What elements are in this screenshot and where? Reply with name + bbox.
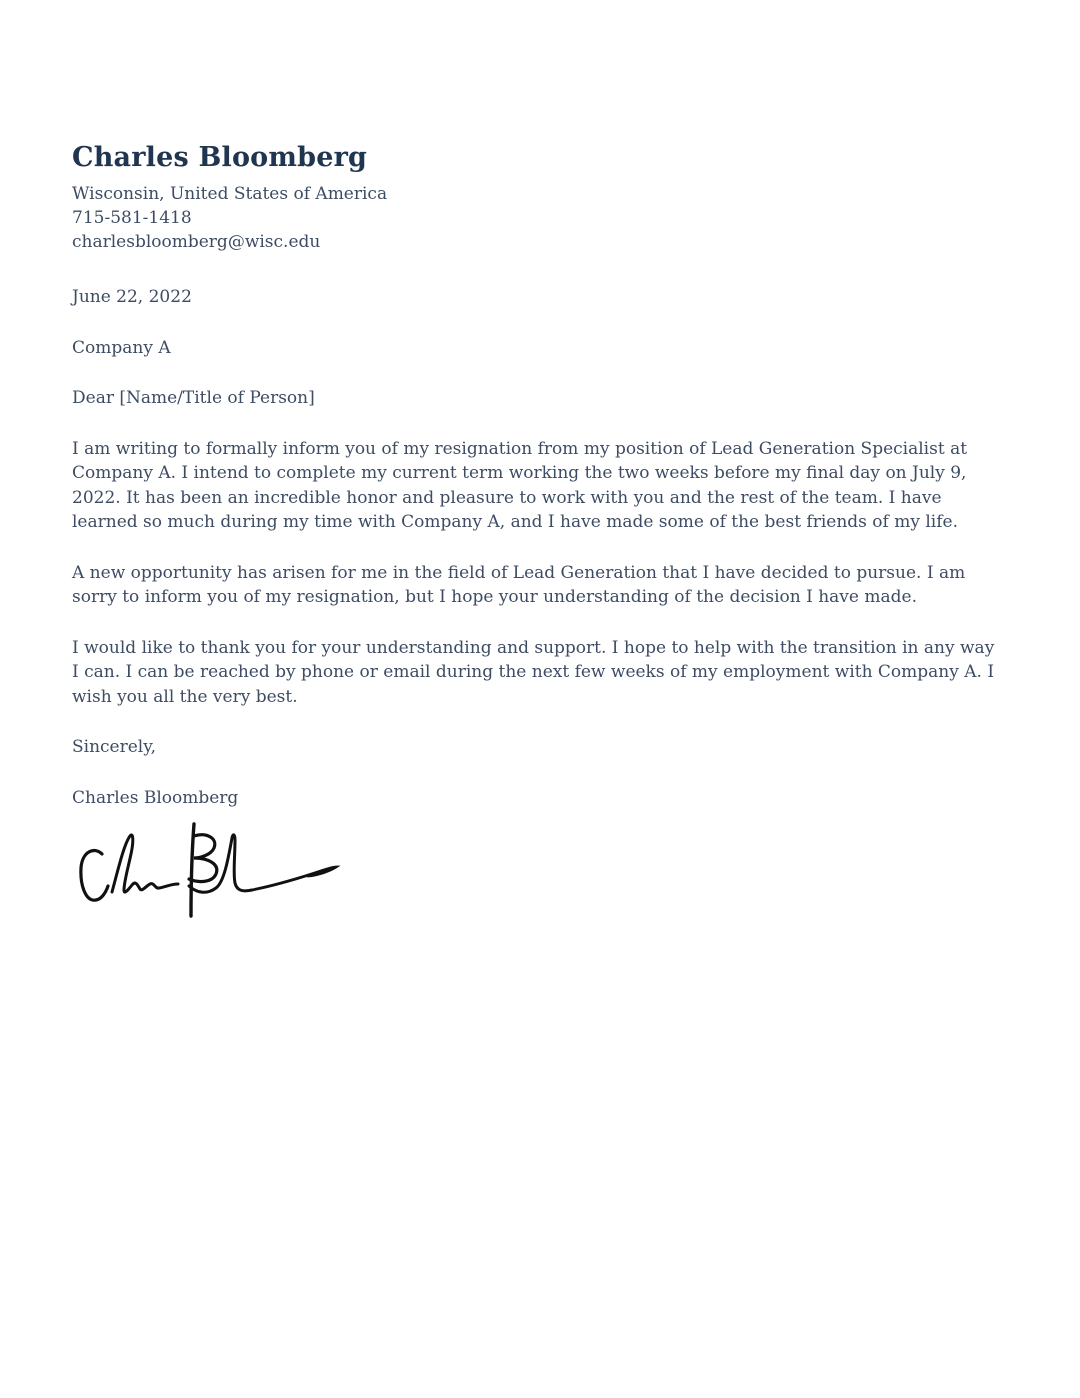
recipient: Company A (72, 337, 171, 358)
body-paragraph-1: I am writing to formally inform you of my resignation from my position of Lead Generation Specialist at Company A. I intend to complete my current term working the two weeks before my final day on July 9, 2022. It has been an incredible honor and pleasure to work with you and the rest of the team. I have learned so much during my time with Company A, and I have made some of the best friends of my life. (72, 438, 968, 533)
sender-phone: 715-581-1418 (72, 208, 192, 229)
body-paragraph-3: I would like to thank you for your understanding and support. I hope to help with the transition in any way I can. I can be reached by phone or email during the next few weeks of my employment with Company A. I wish you all the very best. (72, 637, 995, 707)
closing: Sincerely, (72, 737, 156, 758)
signature-image (72, 820, 1006, 920)
signature-svg (72, 820, 342, 920)
sender-header (72, 140, 1006, 254)
sender-name: Charles Bloomberg (72, 142, 368, 173)
signer-name: Charles Bloomberg (72, 787, 239, 808)
body-paragraph-2: A new opportunity has arisen for me in the field of Lead Generation that I have decided to pursue. I am sorry to inform you of my resignation, but I hope your understanding of the decision I have made. (72, 562, 966, 608)
sender-email: charlesbloomberg@wisc.edu (72, 232, 321, 253)
sender-location: Wisconsin, United States of America (72, 184, 388, 205)
salutation: Dear [Name/Title of Person] (72, 388, 315, 409)
letter-date: June 22, 2022 (72, 287, 192, 308)
